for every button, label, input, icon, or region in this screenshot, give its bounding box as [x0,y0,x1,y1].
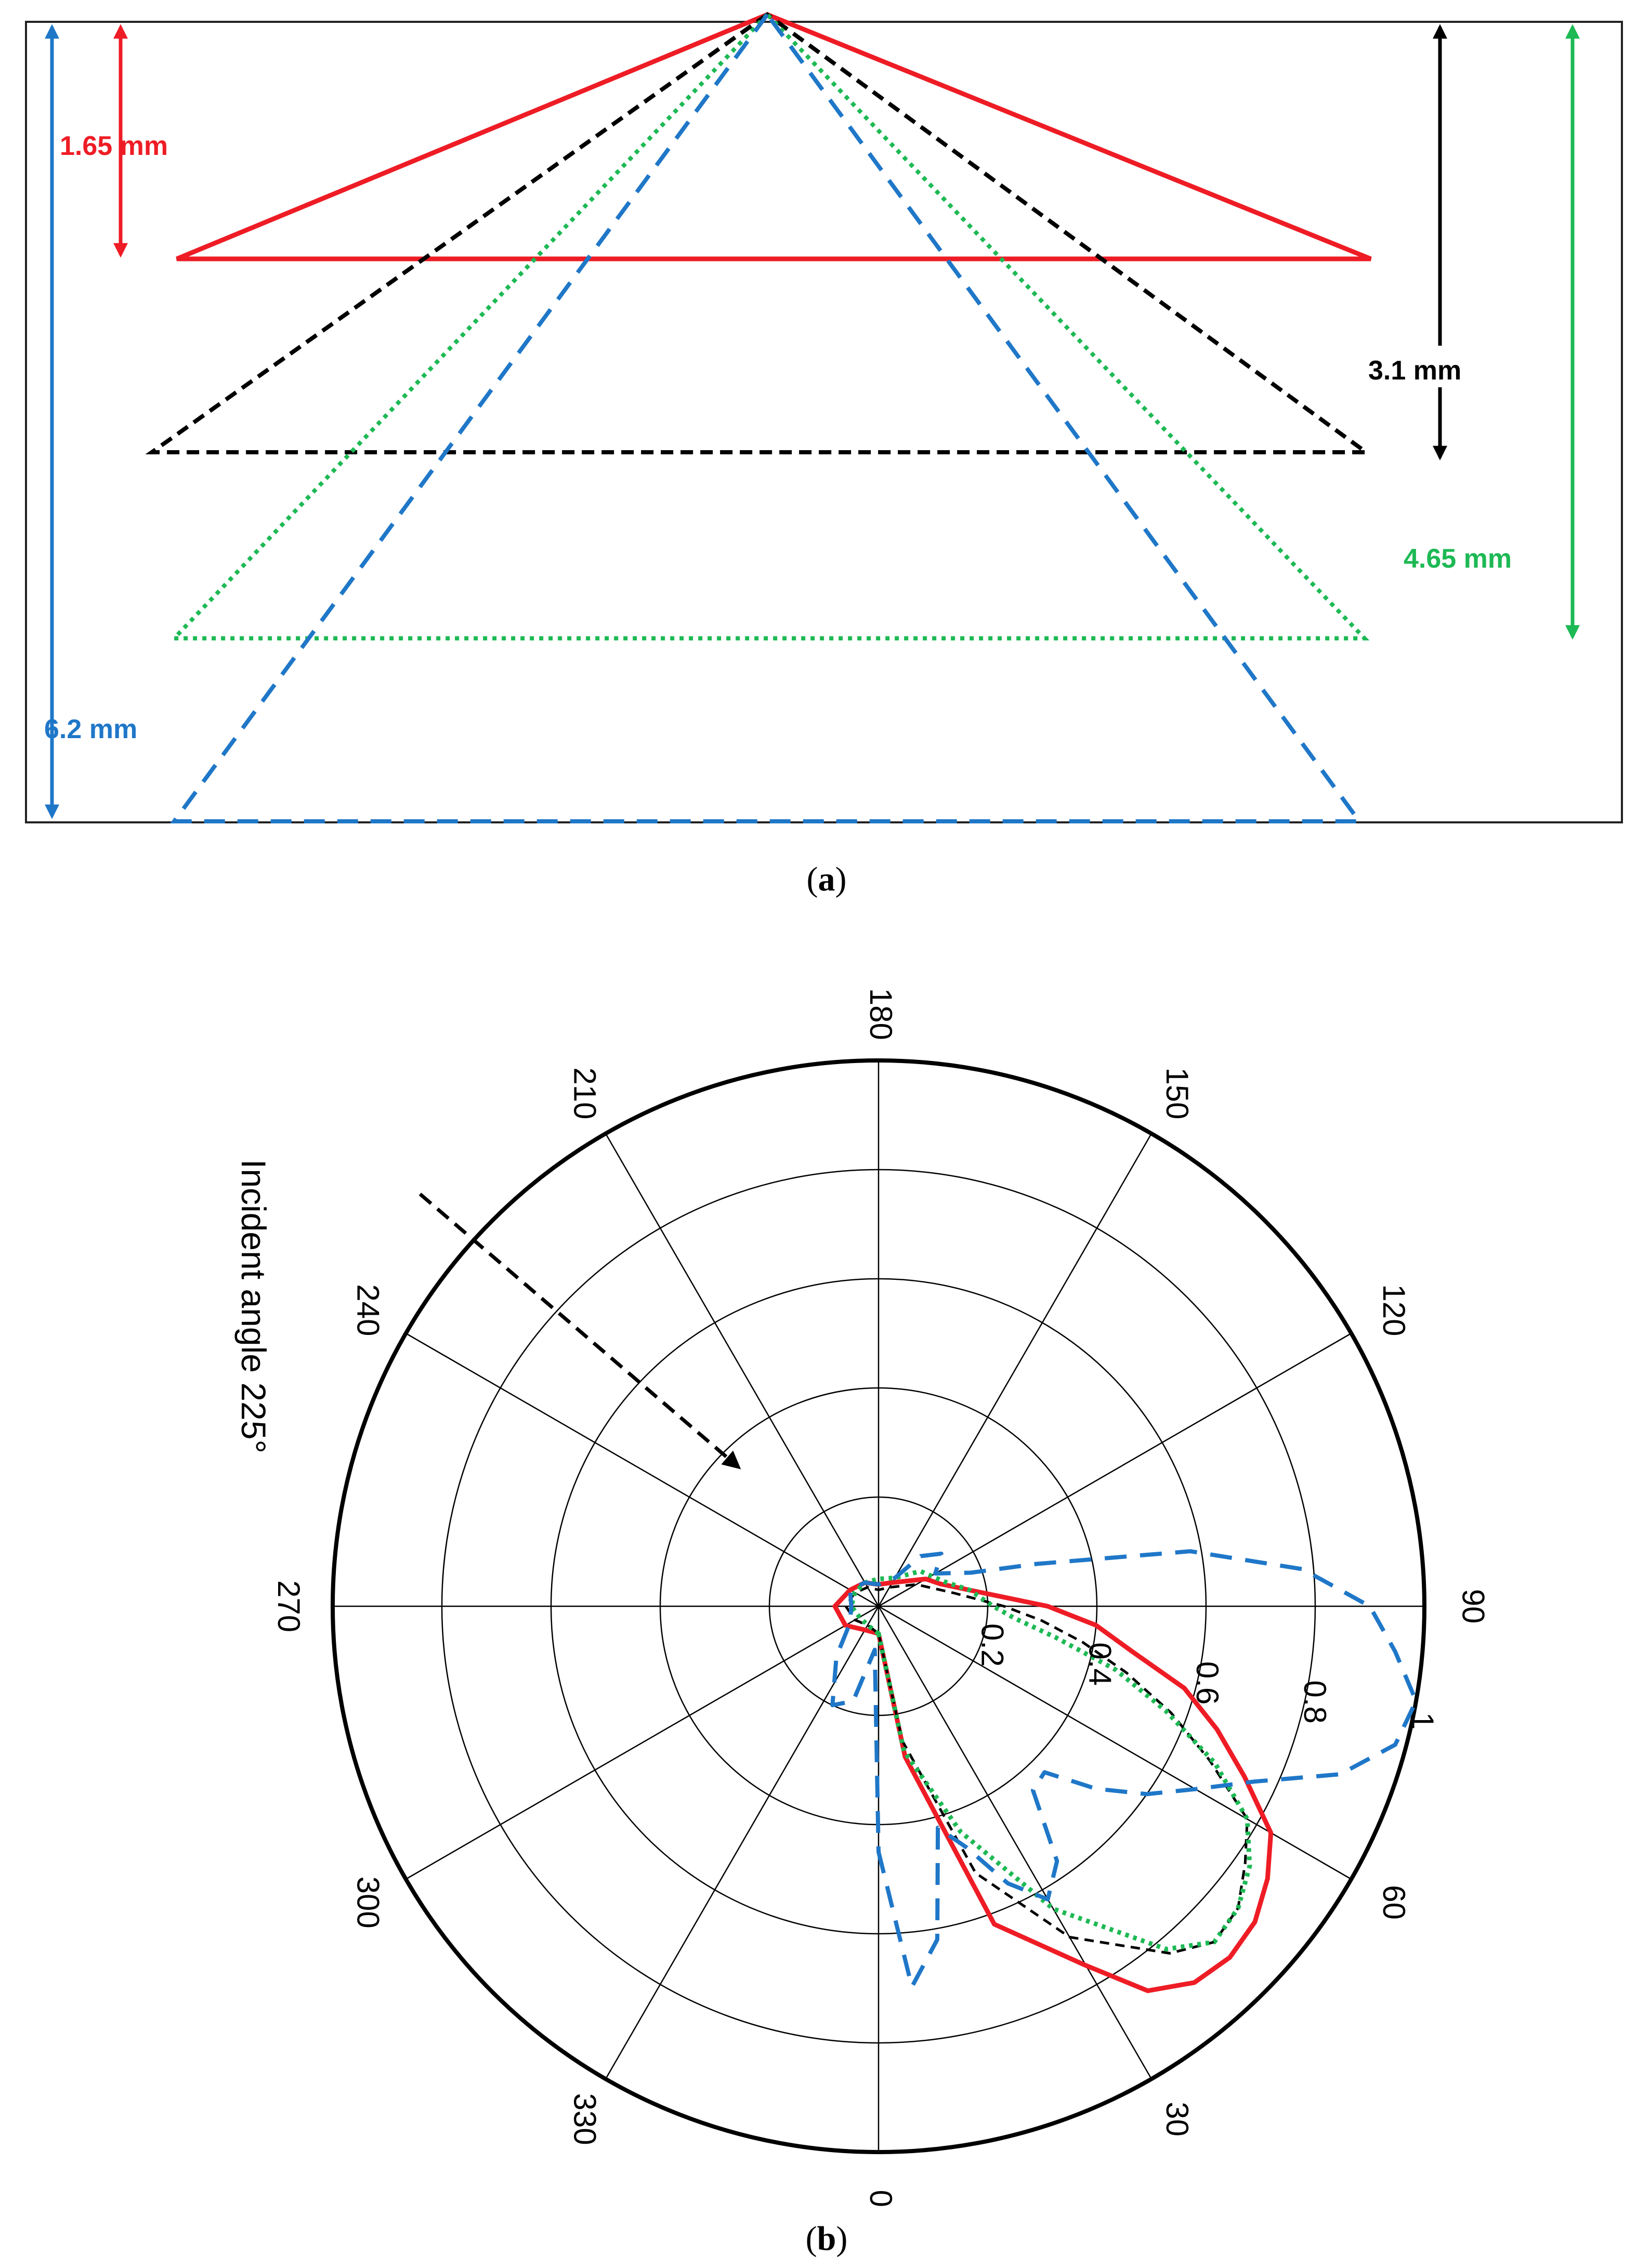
polar-spoke [606,1606,879,2079]
triangle-3-1mm [152,15,1366,452]
incident-angle-label: Incident angle 225° [234,1159,273,1453]
radial-label: 0.8 [1298,1680,1333,1724]
angle-label: 90 [1456,1589,1491,1624]
label-3-1mm: 3.1 mm [1368,356,1462,386]
polar-grid [333,1060,1424,2152]
angle-label: 270 [271,1580,306,1633]
series-6-2-mm [832,1551,1416,1987]
label-1-65mm: 1.65 mm [60,131,168,161]
radial-label: 0.4 [1082,1642,1118,1686]
panel-a [26,15,1622,898]
radial-label: 0.2 [975,1623,1010,1667]
radial-label: 1 [1405,1712,1440,1730]
series-1-65-mm [835,1579,1271,1991]
triangle-4-65mm [174,15,1365,638]
label-6-2mm: 6.2 mm [44,714,138,744]
polar-spoke [879,1134,1151,1606]
radial-label: 0.6 [1190,1661,1225,1705]
angle-label: 0 [863,2190,899,2207]
caption-a: (a) [806,860,847,898]
polar-spoke [606,1134,879,1606]
label-4-65mm: 4.65 mm [1404,544,1512,574]
angle-label: 210 [567,1067,603,1120]
angle-label: 300 [350,1876,386,1929]
angle-label: 60 [1376,1885,1411,1920]
angle-label: 330 [567,2093,603,2145]
incident-arrow [420,1194,738,1467]
angle-label: 240 [350,1284,386,1336]
angle-label: 30 [1159,2102,1195,2136]
polar-series [832,1551,1416,1991]
polar-spoke [406,1333,879,1606]
polar-labels [271,988,1491,2207]
panel-a-frame [26,22,1622,822]
angle-label: 120 [1376,1284,1411,1336]
triangle-6-2mm [174,15,1359,821]
angle-label: 150 [1159,1067,1195,1120]
angle-label: 180 [863,988,899,1040]
caption-b: (b) [805,2220,848,2258]
polar-spoke [406,1606,879,1879]
triangle-1-65mm [177,15,1371,259]
panel-b [234,988,1490,2258]
